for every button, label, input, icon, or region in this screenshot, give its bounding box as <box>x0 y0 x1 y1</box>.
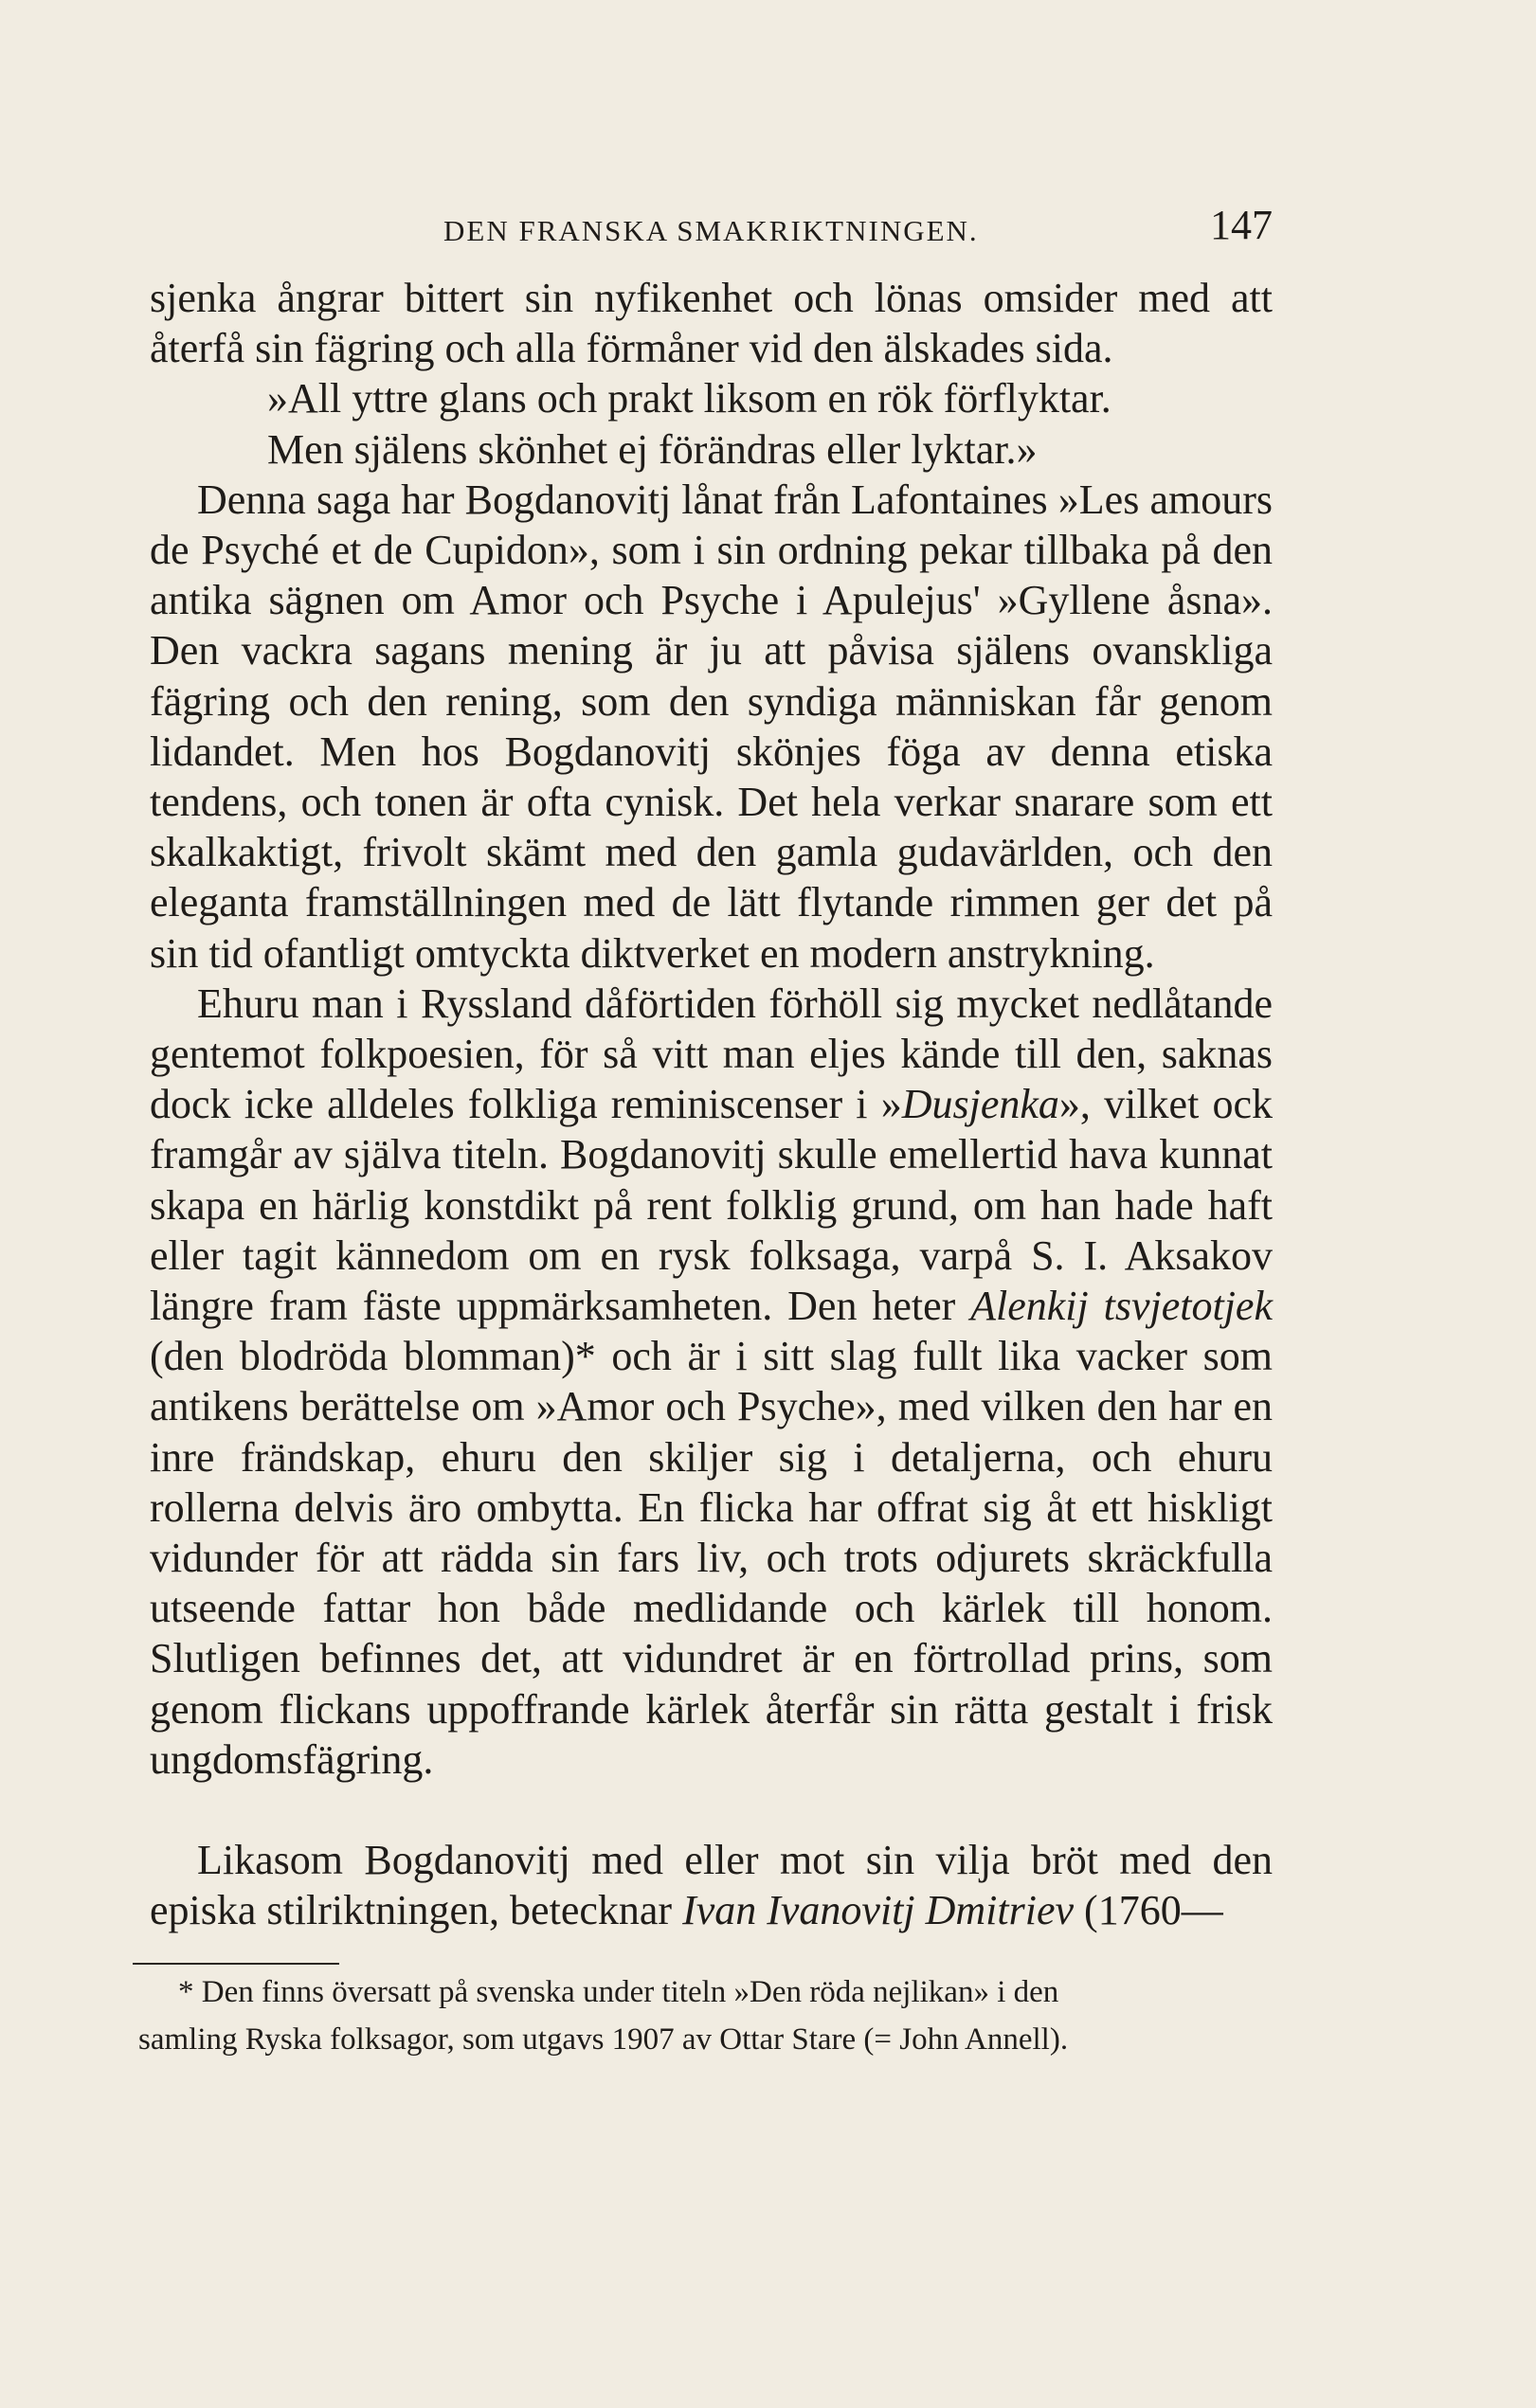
verse-line-1: »All yttre glans och prakt liksom en rök förflyktar. <box>267 375 1111 422</box>
paragraph-2: Denna saga har Bogdanovitj lånat från Lafontaines »Les amours de Psyché et de Cupidon», som i sin ordning pekar tillbaka på den antika sägnen om Amor och Psyche i Apulejus' »Gyllene åsna». Den vackra sagans mening är ju att påvisa själens ovanskliga fägring och den rening, som den syndiga människan får genom lidandet. Men hos Bogdanovitj skönjes föga av denna etiska tendens, och tonen är ofta cynisk. Det hela verkar snarare som ett skalkaktigt, frivolt skämt med den gamla gudavärlden, och den eleganta framställningen med de lätt flytande rimmen ger det på sin tid ofantligt omtyckta diktverket en modern anstrykning. <box>150 476 1273 977</box>
footnote-line-1: * Den finns översatt på svenska under titeln »Den röda nejlikan» i den <box>178 1975 1059 2009</box>
running-head: DEN FRANSKA SMAKRIKTNINGEN. <box>443 214 979 247</box>
author-name: Ivan Ivanovitj Dmitriev <box>682 1887 1075 1934</box>
paragraph-3-part-a: Ehuru man i Ryssland dåförtiden förhöll sig mycket nedlåtande gentemot folkpoesien, för så vitt man eljes kände till den, saknas dock icke alldeles folkliga reminiscenser i » <box>150 979 1273 1128</box>
title-alenkij-tsvjetotjek: Alenkij tsvjetotjek <box>970 1283 1273 1330</box>
paragraph-4-part-a: Likasom Bogdanovitj med eller mot sin vilja bröt med den episka stilriktningen, betecknar <box>150 1837 1273 1934</box>
paragraph-3-part-c: (den blodröda blomman)* och är i sitt slag fullt lika vacker som antikens berättelse om »Amor och Psyche», med vilken den har en inre frändskap, ehuru den skiljer sig i detaljerna, och ehuru rollerna delvis äro ombytta. En flicka har offrat sig åt ett hiskligt vidunder för att rädda sin fars liv, och trots odjurets skräckfulla utseende fattar hon både medlidande och kärlek till honom. Slutligen befinnes det, att vidundret är en förtrollad prins, som genom flickans uppoffrande kärlek återfår sin rätta gestalt i frisk ungdomsfägring. <box>150 1333 1273 1783</box>
body-text <box>150 273 1273 1936</box>
paragraph-4-part-b: (1760— <box>1074 1887 1223 1934</box>
footnote-divider <box>133 1963 339 1965</box>
paragraph-3 <box>150 979 1273 1785</box>
page-header <box>150 201 1273 258</box>
footnote <box>138 1968 1274 2063</box>
paragraph-1: sjenka ångrar bittert sin nyfikenhet och lönas omsider med att återfå sin fägring och alla förmåner vid den älskades sida. <box>150 275 1273 372</box>
verse-quote <box>150 373 1273 474</box>
verse-line-2: Men själens skönhet ej förändras eller lyktar.» <box>267 425 1038 473</box>
paragraph-4 <box>150 1835 1273 1935</box>
page-number: 147 <box>1210 202 1273 248</box>
section-gap <box>150 1785 1273 1835</box>
paragraph-3-part-b: », vilket ock framgår av själva titeln. Bogdanovitj skulle emellertid hava kunnat skapa en härlig konstdikt på rent folklig grund, om han hade haft eller tagit kännedom om en rysk folksaga, varpå S. I. Aksakov längre fram fäste uppmärksamheten. Den heter <box>150 1081 1274 1330</box>
title-dusjenka: Dusjenka <box>901 1081 1059 1128</box>
footnote-line-2: samling Ryska folksagor, som utgavs 1907 av Ottar Stare (= John Annell). <box>138 2022 1069 2057</box>
